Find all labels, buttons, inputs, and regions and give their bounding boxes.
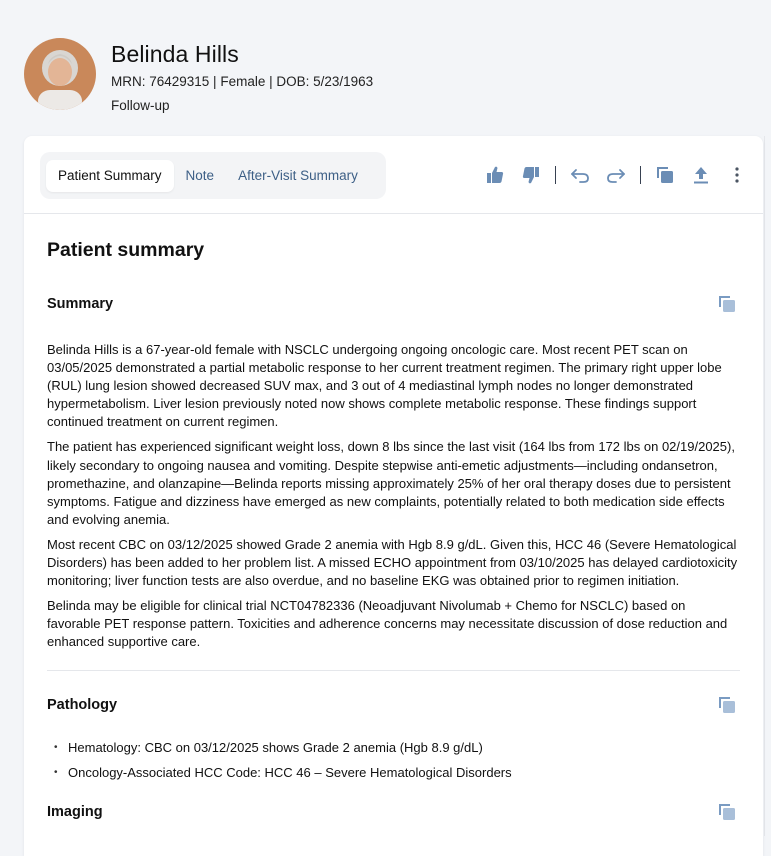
summary-content <box>24 214 763 824</box>
imaging-title: Imaging <box>47 803 103 820</box>
pathology-list <box>47 739 740 782</box>
upload-icon[interactable] <box>689 163 713 187</box>
tab-bar <box>40 152 386 199</box>
summary-body <box>47 341 740 652</box>
summary-card <box>24 136 763 856</box>
section-divider <box>47 670 740 671</box>
copy-summary-button[interactable] <box>716 293 738 315</box>
imaging-section-header <box>47 800 740 824</box>
panel-edge <box>764 136 765 836</box>
patient-header <box>24 38 373 115</box>
summary-section-header <box>47 292 740 316</box>
summary-paragraph: Most recent CBC on 03/12/2025 showed Grade 2 anemia with Hgb 8.9 g/dL. Given this, HCC 46 (Severe Hematological Disorders) has been added to her problem list. A missed ECHO appointment from 03/10/2025 has delayed cardiotoxicity monitoring; liver function tests are also overdue, and no baseline EKG was obtained prior to regimen initiation. <box>47 536 738 589</box>
patient-meta: MRN: 76429315 | Female | DOB: 5/23/1963 <box>111 74 374 89</box>
undo-icon[interactable] <box>568 163 592 187</box>
pathology-title: Pathology <box>47 696 118 713</box>
tab-after-visit-summary[interactable]: After-Visit Summary <box>238 167 358 183</box>
tab-patient-summary[interactable]: Patient Summary <box>46 160 174 192</box>
thumbs-down-icon[interactable] <box>519 163 543 187</box>
avatar <box>24 38 96 110</box>
list-item: • Hematology: CBC on 03/12/2025 shows Grade 2 anemia (Hgb 8.9 g/dL) <box>47 739 740 757</box>
redo-icon[interactable] <box>604 163 628 187</box>
toolbar-divider <box>640 166 641 184</box>
patient-name: Belinda Hills <box>111 41 239 67</box>
copy-imaging-button[interactable] <box>716 801 738 823</box>
more-vertical-icon[interactable] <box>725 163 749 187</box>
page-title: Patient summary <box>47 239 205 261</box>
toolbar-divider <box>555 166 556 184</box>
toolbar-actions <box>483 163 749 187</box>
visit-type: Follow-up <box>111 98 170 113</box>
tab-note[interactable]: Note <box>185 167 215 183</box>
list-item: • Oncology-Associated HCC Code: HCC 46 – Severe Hematological Disorders <box>47 764 740 782</box>
copy-pathology-button[interactable] <box>716 694 738 716</box>
toolbar <box>24 136 763 214</box>
summary-title: Summary <box>47 296 114 312</box>
summary-paragraph: The patient has experienced significant weight loss, down 8 lbs since the last visit (164 lbs from 172 lbs on 02/19/2025), likely secondary to ongoing nausea and vomiting. Despite stepwise anti-emetic adjustments—including ondansetron, promethazine, and olanzapine—Belinda reports missing approximately 25% of her oral therapy doses due to persistent symptoms. Fatigue and dizziness have emerged as new complaints, potentially related to both medication side effects and evolving anemia. <box>47 439 735 527</box>
summary-paragraph: Belinda Hills is a 67-year-old female with NSCLC undergoing ongoing oncologic care. Most recent PET scan on 03/05/2025 demonstrated a partial metabolic response to her current treatment regimen. The primary right upper lobe (RUL) lung lesion showed decreased SUV max, and 3 out of 4 mediastinal lymph nodes no longer demonstrated hypermetabolism. Liver lesion previously noted now shows complete metabolic response. These findings support continued treatment on current regimen. <box>47 342 722 430</box>
thumbs-up-icon[interactable] <box>483 163 507 187</box>
pathology-section-header <box>47 693 740 717</box>
copy-icon[interactable] <box>653 163 677 187</box>
summary-paragraph: Belinda may be eligible for clinical trial NCT04782336 (Neoadjuvant Nivolumab + Chemo for NSCLC) based on favorable PET response pattern. Toxicities and adherence concerns may necessitate discussion of dose reduction and enhanced supportive care. <box>47 598 728 650</box>
